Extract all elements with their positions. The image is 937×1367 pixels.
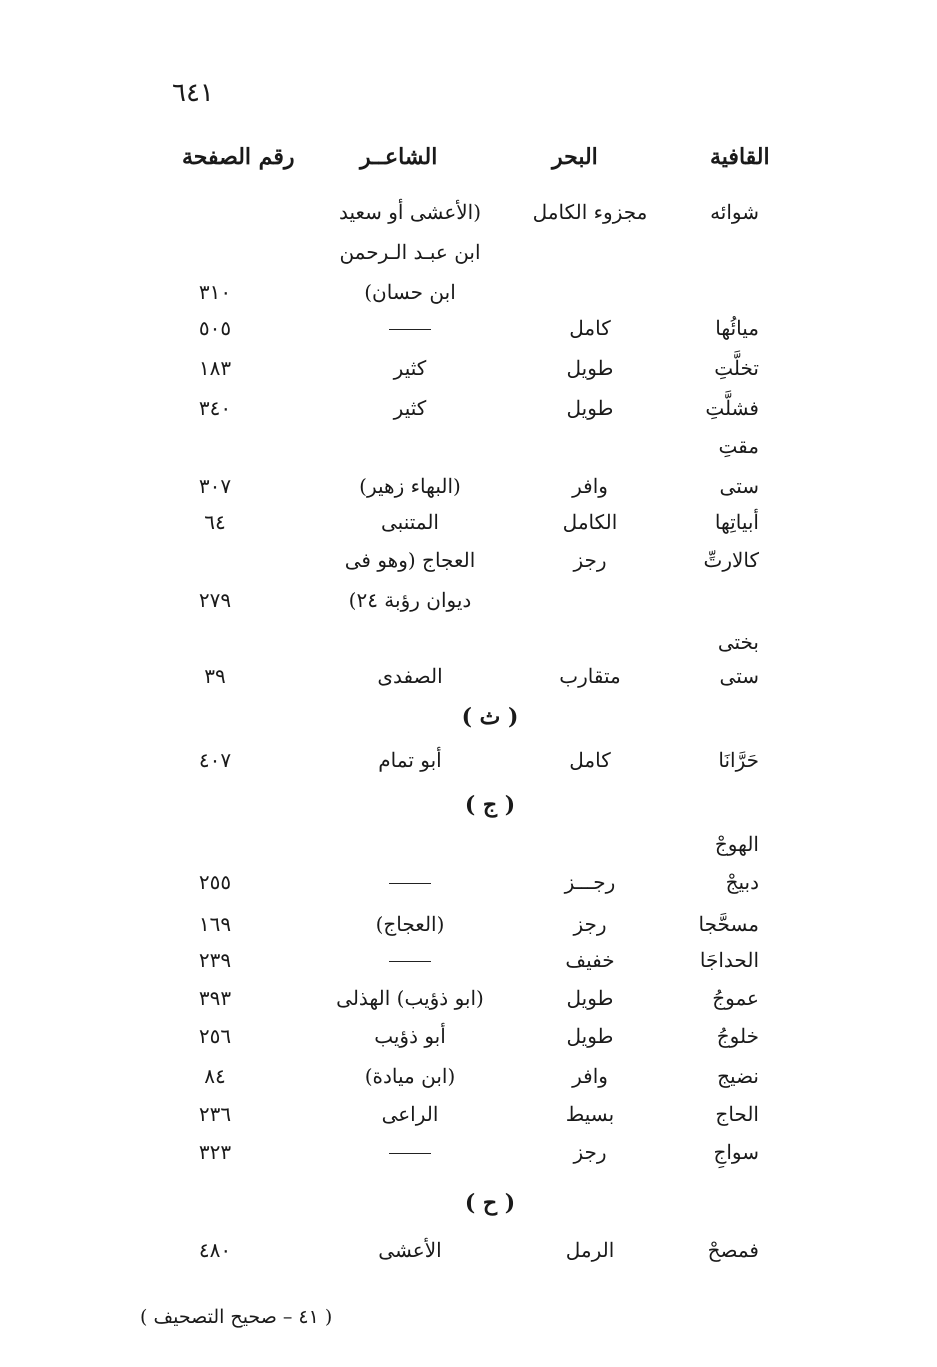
cell-page: ٣٢٣ bbox=[198, 1140, 232, 1164]
cell-meter: خفيف bbox=[565, 948, 615, 972]
cell-rhyme: ستى bbox=[719, 664, 759, 688]
cell-rhyme: مقتِ bbox=[718, 434, 759, 458]
cell-poet: المتنبى bbox=[381, 510, 439, 534]
cell-meter: مجزوء الكامل bbox=[532, 200, 648, 224]
cell-rhyme: حَرَّانَا bbox=[718, 748, 759, 772]
cell-meter: الرمل bbox=[565, 1238, 615, 1262]
cell-rhyme: نضيج bbox=[717, 1064, 759, 1088]
dash-rule bbox=[389, 329, 431, 330]
table-row bbox=[0, 274, 937, 310]
cell-poet: الأعشى bbox=[378, 1238, 442, 1262]
table-row bbox=[0, 906, 937, 942]
table-row bbox=[0, 826, 937, 862]
cell-rhyme: عموجُ bbox=[712, 986, 759, 1010]
cell-rhyme: تخلَّتِ bbox=[714, 356, 759, 380]
table-row bbox=[0, 658, 937, 694]
table-row bbox=[0, 390, 937, 426]
cell-poet: (ابن ميادة) bbox=[364, 1064, 456, 1088]
section-heading: ( ج ) bbox=[464, 792, 516, 818]
table-row bbox=[0, 1232, 937, 1268]
cell-page: ١٨٣ bbox=[198, 356, 232, 380]
table-row bbox=[0, 864, 937, 900]
table-row bbox=[0, 1018, 937, 1054]
cell-meter: كامل bbox=[569, 748, 611, 772]
cell-poet: العجاج (وهو فى bbox=[344, 548, 476, 572]
cell-meter: طويل bbox=[566, 986, 614, 1010]
cell-rhyme: بختى bbox=[717, 630, 759, 654]
cell-meter: رجـــز bbox=[564, 870, 616, 894]
cell-poet: ديوان رؤبة ٢٤) bbox=[348, 588, 472, 612]
cell-rhyme: فمصحْ bbox=[707, 1238, 759, 1262]
dash-rule bbox=[389, 961, 431, 962]
cell-rhyme: أبياتِها bbox=[714, 510, 759, 534]
section-heading: ( ث ) bbox=[461, 704, 519, 730]
cell-page: ٢٧٩ bbox=[198, 588, 232, 612]
cell-page: ٢٣٩ bbox=[198, 948, 232, 972]
cell-meter: رجز bbox=[573, 548, 607, 572]
cell-rhyme: ميائُها bbox=[715, 316, 759, 340]
table-row bbox=[0, 624, 937, 660]
section-heading: ( ح ) bbox=[464, 1190, 516, 1216]
header-rhyme: القافية bbox=[710, 144, 770, 170]
header-meter: البحر bbox=[552, 144, 598, 170]
header-poet: الشاعــر bbox=[360, 144, 438, 170]
cell-page: ٦٤ bbox=[204, 510, 226, 534]
cell-page: ٣٤٠ bbox=[198, 396, 232, 420]
cell-poet bbox=[300, 1134, 520, 1170]
cell-page: ٣٠٧ bbox=[198, 474, 232, 498]
cell-meter: رجز bbox=[573, 912, 607, 936]
table-row bbox=[0, 310, 937, 346]
cell-page: ٢٥٥ bbox=[198, 870, 232, 894]
cell-rhyme: دبيجْ bbox=[725, 870, 759, 894]
cell-page: ٤٨٠ bbox=[198, 1238, 232, 1262]
dash-rule bbox=[389, 1153, 431, 1154]
cell-meter: طويل bbox=[566, 1024, 614, 1048]
table-row bbox=[0, 942, 937, 978]
cell-poet: (البهاء زهير) bbox=[359, 474, 461, 498]
table-row bbox=[0, 428, 937, 464]
dash-rule bbox=[389, 883, 431, 884]
cell-meter: الكامل bbox=[562, 510, 618, 534]
cell-page: ٣٩٣ bbox=[198, 986, 232, 1010]
cell-page: ٤٠٧ bbox=[198, 748, 232, 772]
cell-page: ٢٣٦ bbox=[198, 1102, 232, 1126]
header-page: رقم الصفحة bbox=[182, 144, 295, 170]
cell-rhyme: خلوجُ bbox=[716, 1024, 759, 1048]
cell-rhyme: مسحَّجا bbox=[698, 912, 759, 936]
table-row bbox=[0, 1096, 937, 1132]
table-row bbox=[0, 980, 937, 1016]
table-row bbox=[0, 1134, 937, 1170]
cell-rhyme: سواجِ bbox=[713, 1140, 759, 1164]
cell-page: ٣٩ bbox=[204, 664, 226, 688]
page-number: ٦٤١ bbox=[172, 78, 214, 108]
table-row bbox=[0, 504, 937, 540]
cell-meter: وافر bbox=[572, 1064, 608, 1088]
table-row bbox=[0, 542, 937, 578]
cell-page: ٣١٠ bbox=[198, 280, 232, 304]
cell-poet: كثير bbox=[393, 356, 427, 380]
table-row bbox=[0, 1058, 937, 1094]
footer-signature: ( ٤١ – صحيح التصحيف ) bbox=[140, 1306, 333, 1328]
cell-meter: بسيط bbox=[565, 1102, 615, 1126]
cell-rhyme: فشلَّتِ bbox=[705, 396, 759, 420]
cell-page: ١٦٩ bbox=[198, 912, 232, 936]
cell-meter: كامل bbox=[569, 316, 611, 340]
cell-page: ٢٥٦ bbox=[198, 1024, 232, 1048]
cell-rhyme: الحداجَا bbox=[699, 948, 759, 972]
cell-meter: طويل bbox=[566, 356, 614, 380]
cell-poet: كثير bbox=[393, 396, 427, 420]
cell-rhyme: الهوجْ bbox=[714, 832, 759, 856]
cell-poet: الراعى bbox=[381, 1102, 439, 1126]
cell-rhyme: كالارتِّ bbox=[703, 548, 759, 572]
table-row bbox=[0, 468, 937, 504]
cell-meter: وافر bbox=[572, 474, 608, 498]
cell-page: ٥٠٥ bbox=[198, 316, 232, 340]
cell-page: ٨٤ bbox=[204, 1064, 226, 1088]
table-row bbox=[0, 742, 937, 778]
table-row bbox=[0, 582, 937, 618]
table-row bbox=[0, 234, 937, 270]
cell-rhyme: الحاج bbox=[715, 1102, 759, 1126]
cell-poet: ابن عبـد الـرحمن bbox=[339, 240, 481, 264]
cell-poet: ابن حسان) bbox=[364, 280, 456, 304]
cell-poet bbox=[300, 864, 520, 900]
cell-meter: متقارب bbox=[559, 664, 621, 688]
cell-poet bbox=[300, 942, 520, 978]
cell-poet: (الأعشى أو سعيد bbox=[338, 200, 482, 224]
cell-poet: (ابو ذؤيب) الهذلى bbox=[336, 986, 484, 1010]
cell-poet: الصفدى bbox=[377, 664, 443, 688]
cell-poet bbox=[300, 310, 520, 346]
cell-rhyme: ستى bbox=[719, 474, 759, 498]
cell-poet: أبو تمام bbox=[378, 748, 442, 772]
cell-rhyme: شوائه bbox=[710, 200, 759, 224]
cell-meter: طويل bbox=[566, 396, 614, 420]
cell-poet: أبو ذؤيب bbox=[374, 1024, 446, 1048]
table-row bbox=[0, 194, 937, 230]
cell-meter: رجز bbox=[573, 1140, 607, 1164]
cell-poet: (العجاج) bbox=[375, 912, 445, 936]
table-row bbox=[0, 350, 937, 386]
